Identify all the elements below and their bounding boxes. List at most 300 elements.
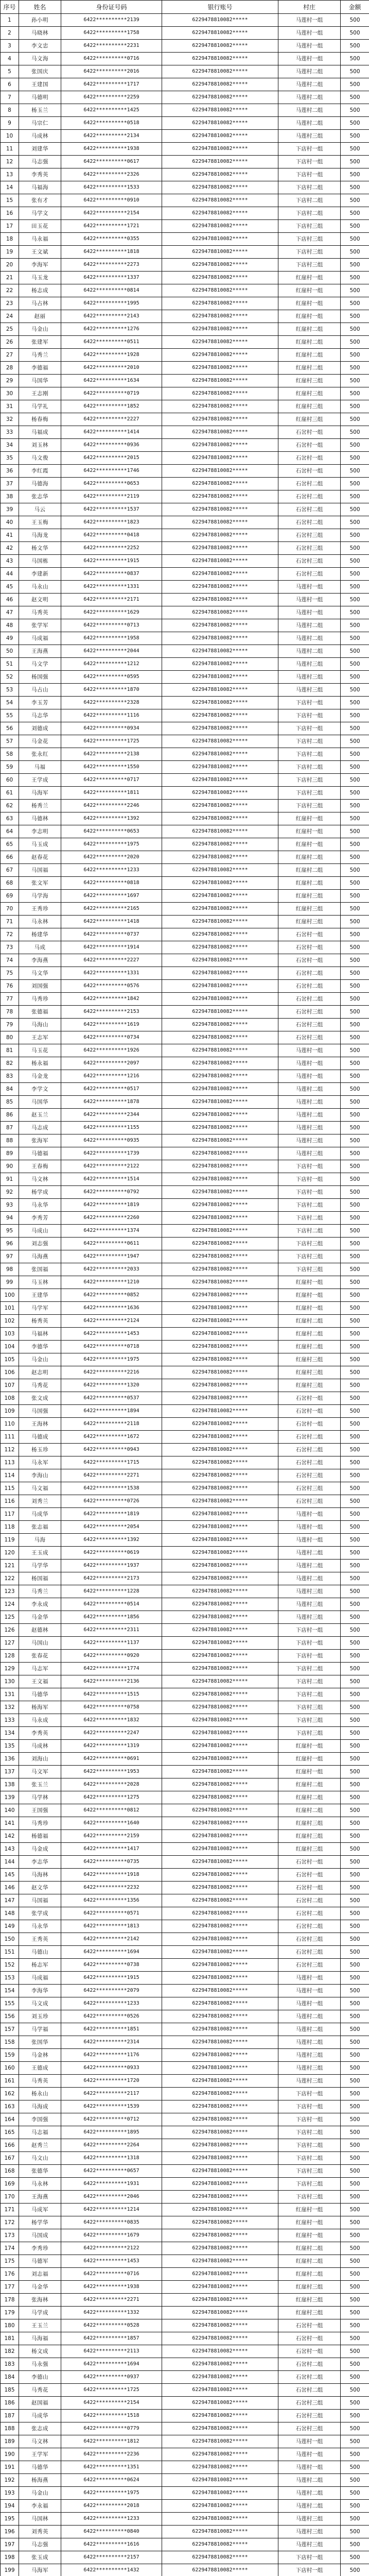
cell-index: 119 bbox=[1, 1534, 19, 1547]
cell-index: 35 bbox=[1, 452, 19, 465]
cell-index: 184 bbox=[1, 2371, 19, 2384]
cell-bank-account: 6229478810082***** bbox=[162, 259, 278, 272]
cell-index: 178 bbox=[1, 2294, 19, 2307]
cell-name: 马文林 bbox=[19, 1173, 61, 1186]
cell-index: 147 bbox=[1, 1894, 19, 1907]
cell-amount: 500 bbox=[341, 1740, 369, 1753]
cell-index: 48 bbox=[1, 619, 19, 632]
cell-index: 193 bbox=[1, 2487, 19, 2500]
cell-bank-account: 6229478810082***** bbox=[162, 2113, 278, 2126]
table-row bbox=[1, 941, 369, 954]
cell-village: 石岔村二组 bbox=[278, 1456, 341, 1469]
cell-name: 王秀珍 bbox=[19, 903, 61, 916]
cell-id-number: 6422**********1694 bbox=[61, 1946, 162, 1959]
table-row bbox=[1, 1714, 369, 1727]
cell-bank-account: 6229478810082***** bbox=[162, 284, 278, 297]
cell-bank-account: 6229478810082***** bbox=[162, 1379, 278, 1392]
cell-index: 114 bbox=[1, 1469, 19, 1482]
cell-bank-account: 6229478810082***** bbox=[162, 2538, 278, 2551]
cell-bank-account: 6229478810082***** bbox=[162, 156, 278, 168]
cell-id-number: 6422**********1931 bbox=[61, 2178, 162, 2191]
cell-index: 27 bbox=[1, 349, 19, 362]
cell-amount: 500 bbox=[341, 362, 369, 375]
table-row bbox=[1, 1817, 369, 1830]
cell-bank-account: 6229478810082***** bbox=[162, 1560, 278, 1572]
cell-amount: 500 bbox=[341, 1791, 369, 1804]
table-row bbox=[1, 2538, 369, 2551]
cell-index: 36 bbox=[1, 465, 19, 478]
cell-village: 马莲村二组 bbox=[278, 1083, 341, 1096]
cell-village: 下店村一组 bbox=[278, 1173, 341, 1186]
cell-village: 下店村三组 bbox=[278, 1250, 341, 1263]
cell-village: 红崖村三组 bbox=[278, 1366, 341, 1379]
cell-amount: 500 bbox=[341, 40, 369, 53]
cell-village: 红崖村一组 bbox=[278, 1766, 341, 1778]
cell-name: 马秀花 bbox=[19, 1379, 61, 1392]
table-row bbox=[1, 2191, 369, 2204]
cell-village: 下店村一组 bbox=[278, 1160, 341, 1173]
cell-index: 2 bbox=[1, 27, 19, 40]
cell-id-number: 6422**********1938 bbox=[61, 2281, 162, 2294]
cell-index: 3 bbox=[1, 40, 19, 53]
cell-village: 马莲村一组 bbox=[278, 1534, 341, 1547]
cell-amount: 500 bbox=[341, 194, 369, 207]
cell-village: 石岔村一组 bbox=[278, 1856, 341, 1869]
cell-name: 马文军 bbox=[19, 1766, 61, 1778]
cell-name: 张学成 bbox=[19, 1907, 61, 1920]
cell-village: 下店村一组 bbox=[278, 709, 341, 722]
cell-amount: 500 bbox=[341, 697, 369, 709]
cell-amount: 500 bbox=[341, 1070, 369, 1083]
cell-id-number: 6422**********2232 bbox=[61, 1882, 162, 1894]
cell-index: 111 bbox=[1, 1431, 19, 1444]
cell-village: 下店村一组 bbox=[278, 156, 341, 168]
cell-id-number: 6422**********1818 bbox=[61, 246, 162, 259]
table-row bbox=[1, 1199, 369, 1212]
cell-name: 赵文明 bbox=[19, 594, 61, 606]
cell-village: 石岔村二组 bbox=[278, 1444, 341, 1456]
cell-id-number: 6422**********1758 bbox=[61, 27, 162, 40]
cell-amount: 500 bbox=[341, 1508, 369, 1521]
cell-name: 马玉成 bbox=[19, 838, 61, 851]
cell-amount: 500 bbox=[341, 2281, 369, 2294]
cell-amount: 500 bbox=[341, 220, 369, 233]
cell-name: 张玉兰 bbox=[19, 1778, 61, 1791]
cell-amount: 500 bbox=[341, 1611, 369, 1624]
cell-name: 李海华 bbox=[19, 1985, 61, 1997]
cell-name: 马成林 bbox=[19, 130, 61, 143]
cell-index: 97 bbox=[1, 1250, 19, 1263]
cell-bank-account: 6229478810082***** bbox=[162, 1817, 278, 1830]
table-row bbox=[1, 1495, 369, 1508]
cell-village: 下店村二组 bbox=[278, 748, 341, 761]
cell-id-number: 6422**********0943 bbox=[61, 1444, 162, 1456]
cell-name: 马金花 bbox=[19, 735, 61, 748]
cell-bank-account: 6229478810082***** bbox=[162, 2551, 278, 2564]
cell-index: 54 bbox=[1, 697, 19, 709]
cell-village: 马莲村一组 bbox=[278, 2435, 341, 2448]
table-row bbox=[1, 2036, 369, 2049]
cell-id-number: 6422**********2124 bbox=[61, 1315, 162, 1328]
cell-amount: 500 bbox=[341, 1598, 369, 1611]
table-row bbox=[1, 1031, 369, 1044]
cell-amount: 500 bbox=[341, 490, 369, 503]
cell-bank-account: 6229478810082***** bbox=[162, 465, 278, 478]
table-row bbox=[1, 555, 369, 568]
cell-name: 马志华 bbox=[19, 709, 61, 722]
table-row bbox=[1, 1740, 369, 1753]
table-row bbox=[1, 413, 369, 426]
cell-bank-account: 6229478810082***** bbox=[162, 1199, 278, 1212]
cell-id-number: 6422**********1331 bbox=[61, 581, 162, 594]
cell-id-number: 6422**********0837 bbox=[61, 568, 162, 581]
cell-amount: 500 bbox=[341, 1418, 369, 1431]
cell-name: 李德福 bbox=[19, 362, 61, 375]
cell-village: 红崖村三组 bbox=[278, 413, 341, 426]
cell-index: 179 bbox=[1, 2307, 19, 2319]
cell-name: 马秀英 bbox=[19, 606, 61, 619]
table-row bbox=[1, 2319, 369, 2332]
cell-index: 6 bbox=[1, 78, 19, 91]
table-row bbox=[1, 78, 369, 91]
table-row bbox=[1, 1572, 369, 1585]
cell-village: 红崖村一组 bbox=[278, 1740, 341, 1753]
cell-name: 刘国强 bbox=[19, 980, 61, 993]
cell-index: 155 bbox=[1, 1997, 19, 2010]
cell-id-number: 6422**********2154 bbox=[61, 207, 162, 220]
cell-village: 石岔村三组 bbox=[278, 2422, 341, 2435]
cell-amount: 500 bbox=[341, 1830, 369, 1843]
cell-id-number: 6422**********1915 bbox=[61, 1972, 162, 1985]
table-row bbox=[1, 1843, 369, 1856]
cell-index: 161 bbox=[1, 2075, 19, 2088]
cell-bank-account: 6229478810082***** bbox=[162, 1869, 278, 1882]
cell-index: 128 bbox=[1, 1650, 19, 1663]
cell-id-number: 6422**********1640 bbox=[61, 1817, 162, 1830]
table-row bbox=[1, 478, 369, 490]
cell-index: 189 bbox=[1, 2435, 19, 2448]
cell-name: 马国林 bbox=[19, 2513, 61, 2526]
cell-amount: 500 bbox=[341, 1469, 369, 1482]
cell-bank-account: 6229478810082***** bbox=[162, 1598, 278, 1611]
cell-village: 下店村二组 bbox=[278, 194, 341, 207]
cell-village: 红崖村三组 bbox=[278, 903, 341, 916]
table-row bbox=[1, 104, 369, 117]
table-row bbox=[1, 2513, 369, 2526]
cell-amount: 500 bbox=[341, 2036, 369, 2049]
cell-village: 马莲村三组 bbox=[278, 1611, 341, 1624]
cell-name: 杨玉兰 bbox=[19, 104, 61, 117]
cell-name: 张文军 bbox=[19, 877, 61, 890]
cell-name: 王文福 bbox=[19, 1675, 61, 1688]
cell-name: 杨海燕 bbox=[19, 2474, 61, 2487]
cell-id-number: 6422**********1374 bbox=[61, 1225, 162, 1238]
cell-village: 下店村一组 bbox=[278, 1624, 341, 1637]
table-row bbox=[1, 1830, 369, 1843]
table-row bbox=[1, 1315, 369, 1328]
table-row bbox=[1, 1804, 369, 1817]
cell-index: 11 bbox=[1, 143, 19, 156]
cell-id-number: 6422**********2171 bbox=[61, 594, 162, 606]
cell-amount: 500 bbox=[341, 2010, 369, 2023]
cell-id-number: 6422**********1725 bbox=[61, 2384, 162, 2397]
cell-id-number: 6422**********1870 bbox=[61, 684, 162, 697]
table-row bbox=[1, 2100, 369, 2113]
cell-id-number: 6422**********1715 bbox=[61, 1456, 162, 1469]
cell-id-number: 6422**********0936 bbox=[61, 439, 162, 452]
table-row bbox=[1, 684, 369, 697]
cell-village: 马莲村二组 bbox=[278, 78, 341, 91]
cell-index: 158 bbox=[1, 2036, 19, 2049]
cell-index: 51 bbox=[1, 658, 19, 671]
cell-village: 红崖村一组 bbox=[278, 1289, 341, 1302]
cell-name: 杨玉珍 bbox=[19, 1444, 61, 1456]
cell-index: 185 bbox=[1, 2384, 19, 2397]
cell-name: 赵国福 bbox=[19, 2397, 61, 2410]
cell-village: 红崖村一组 bbox=[278, 1276, 341, 1289]
table-row bbox=[1, 1186, 369, 1199]
cell-index: 47 bbox=[1, 606, 19, 619]
cell-name: 马德明 bbox=[19, 91, 61, 104]
header-id-number: 身份证号码 bbox=[61, 1, 162, 14]
cell-village: 下店村一组 bbox=[278, 2564, 341, 2576]
cell-bank-account: 6229478810082***** bbox=[162, 2100, 278, 2113]
cell-id-number: 6422**********2142 bbox=[61, 1933, 162, 1946]
cell-village: 石岔村三组 bbox=[278, 529, 341, 542]
cell-village: 马莲村三组 bbox=[278, 130, 341, 143]
table-row bbox=[1, 2448, 369, 2461]
cell-village: 红崖村二组 bbox=[278, 2255, 341, 2268]
cell-id-number: 6422**********0718 bbox=[61, 1341, 162, 1353]
cell-amount: 500 bbox=[341, 53, 369, 65]
cell-name: 杨国福 bbox=[19, 1572, 61, 1585]
cell-village: 马莲村三组 bbox=[278, 2075, 341, 2088]
cell-id-number: 6422**********2028 bbox=[61, 1778, 162, 1791]
cell-village: 马莲村二组 bbox=[278, 645, 341, 658]
table-row bbox=[1, 787, 369, 800]
cell-name: 王玉兰 bbox=[19, 2319, 61, 2332]
cell-bank-account: 6229478810082***** bbox=[162, 1637, 278, 1650]
cell-village: 红崖村一组 bbox=[278, 2229, 341, 2242]
table-row bbox=[1, 2088, 369, 2100]
cell-id-number: 6422**********0737 bbox=[61, 928, 162, 941]
cell-id-number: 6422**********2119 bbox=[61, 490, 162, 503]
cell-id-number: 6422**********1319 bbox=[61, 1740, 162, 1753]
cell-index: 44 bbox=[1, 568, 19, 581]
cell-village: 马莲村一组 bbox=[278, 40, 341, 53]
cell-id-number: 6422**********1975 bbox=[61, 838, 162, 851]
cell-bank-account: 6229478810082***** bbox=[162, 2139, 278, 2152]
cell-bank-account: 6229478810082***** bbox=[162, 2281, 278, 2294]
cell-bank-account: 6229478810082***** bbox=[162, 774, 278, 787]
cell-name: 李玉芳 bbox=[19, 697, 61, 709]
cell-amount: 500 bbox=[341, 1096, 369, 1109]
cell-id-number: 6422**********0779 bbox=[61, 2422, 162, 2435]
cell-bank-account: 6229478810082***** bbox=[162, 1778, 278, 1791]
cell-bank-account: 6229478810082***** bbox=[162, 387, 278, 400]
cell-index: 92 bbox=[1, 1186, 19, 1199]
cell-village: 红崖村二组 bbox=[278, 349, 341, 362]
cell-id-number: 6422**********1634 bbox=[61, 375, 162, 387]
cell-index: 148 bbox=[1, 1907, 19, 1920]
table-row bbox=[1, 1637, 369, 1650]
cell-index: 21 bbox=[1, 272, 19, 284]
cell-amount: 500 bbox=[341, 1392, 369, 1405]
cell-bank-account: 6229478810082***** bbox=[162, 27, 278, 40]
cell-village: 石岔村一组 bbox=[278, 426, 341, 439]
table-row bbox=[1, 1341, 369, 1353]
header-index: 序号 bbox=[1, 1, 19, 14]
cell-amount: 500 bbox=[341, 78, 369, 91]
cell-village: 石岔村一组 bbox=[278, 452, 341, 465]
table-row bbox=[1, 2358, 369, 2371]
cell-index: 177 bbox=[1, 2281, 19, 2294]
cell-bank-account: 6229478810082***** bbox=[162, 1353, 278, 1366]
cell-name: 张有才 bbox=[19, 194, 61, 207]
cell-village: 马莲村一组 bbox=[278, 2461, 341, 2474]
cell-bank-account: 6229478810082***** bbox=[162, 1276, 278, 1289]
cell-bank-account: 6229478810082***** bbox=[162, 1534, 278, 1547]
cell-id-number: 6422**********0595 bbox=[61, 671, 162, 684]
cell-name: 马玉龙 bbox=[19, 272, 61, 284]
cell-id-number: 6422**********1926 bbox=[61, 1044, 162, 1057]
table-row bbox=[1, 2126, 369, 2139]
cell-id-number: 6422**********1811 bbox=[61, 787, 162, 800]
cell-name: 马永成 bbox=[19, 1714, 61, 1727]
cell-bank-account: 6229478810082***** bbox=[162, 14, 278, 27]
cell-village: 下店村一组 bbox=[278, 1650, 341, 1663]
cell-index: 197 bbox=[1, 2538, 19, 2551]
table-row bbox=[1, 619, 369, 632]
cell-name: 马金龙 bbox=[19, 1070, 61, 1083]
cell-amount: 500 bbox=[341, 2358, 369, 2371]
cell-village: 马莲村一组 bbox=[278, 594, 341, 606]
table-row bbox=[1, 439, 369, 452]
cell-amount: 500 bbox=[341, 1894, 369, 1907]
cell-name: 马海燕 bbox=[19, 1250, 61, 1263]
cell-name: 马国华 bbox=[19, 375, 61, 387]
cell-bank-account: 6229478810082***** bbox=[162, 349, 278, 362]
cell-bank-account: 6229478810082***** bbox=[162, 1843, 278, 1856]
cell-name: 赵丽 bbox=[19, 310, 61, 323]
table-row bbox=[1, 53, 369, 65]
cell-bank-account: 6229478810082***** bbox=[162, 1212, 278, 1225]
cell-village: 马莲村二组 bbox=[278, 65, 341, 78]
cell-amount: 500 bbox=[341, 568, 369, 581]
cell-name: 马国华 bbox=[19, 1096, 61, 1109]
cell-index: 85 bbox=[1, 1096, 19, 1109]
cell-index: 122 bbox=[1, 1572, 19, 1585]
cell-index: 45 bbox=[1, 581, 19, 594]
table-row bbox=[1, 1212, 369, 1225]
cell-amount: 500 bbox=[341, 2204, 369, 2216]
cell-index: 137 bbox=[1, 1766, 19, 1778]
cell-name: 马海山 bbox=[19, 1019, 61, 1031]
cell-id-number: 6422**********1550 bbox=[61, 761, 162, 774]
cell-name: 李德山 bbox=[19, 2371, 61, 2384]
cell-name: 李红霞 bbox=[19, 465, 61, 478]
cell-bank-account: 6229478810082***** bbox=[162, 1791, 278, 1804]
table-row bbox=[1, 1598, 369, 1611]
cell-bank-account: 6229478810082***** bbox=[162, 903, 278, 916]
cell-id-number: 6422**********1418 bbox=[61, 916, 162, 928]
cell-amount: 500 bbox=[341, 645, 369, 658]
table-row bbox=[1, 2113, 369, 2126]
cell-index: 71 bbox=[1, 916, 19, 928]
table-row bbox=[1, 143, 369, 156]
cell-amount: 500 bbox=[341, 671, 369, 684]
cell-amount: 500 bbox=[341, 1006, 369, 1019]
cell-bank-account: 6229478810082***** bbox=[162, 1019, 278, 1031]
cell-amount: 500 bbox=[341, 941, 369, 954]
cell-bank-account: 6229478810082***** bbox=[162, 2358, 278, 2371]
cell-id-number: 6422**********0937 bbox=[61, 2371, 162, 2384]
cell-index: 58 bbox=[1, 748, 19, 761]
cell-index: 15 bbox=[1, 194, 19, 207]
cell-index: 118 bbox=[1, 1521, 19, 1534]
cell-id-number: 6422**********1774 bbox=[61, 1663, 162, 1675]
cell-amount: 500 bbox=[341, 542, 369, 555]
cell-village: 石岔村二组 bbox=[278, 503, 341, 516]
cell-name: 杨国强 bbox=[19, 671, 61, 684]
table-row bbox=[1, 130, 369, 143]
table-row bbox=[1, 181, 369, 194]
cell-id-number: 6422**********1918 bbox=[61, 1869, 162, 1882]
cell-id-number: 6422**********2044 bbox=[61, 645, 162, 658]
cell-bank-account: 6229478810082***** bbox=[162, 490, 278, 503]
cell-index: 154 bbox=[1, 1985, 19, 1997]
cell-village: 红崖村二组 bbox=[278, 1341, 341, 1353]
cell-village: 红崖村二组 bbox=[278, 851, 341, 864]
cell-bank-account: 6229478810082***** bbox=[162, 1431, 278, 1444]
cell-id-number: 6422**********1331 bbox=[61, 967, 162, 980]
cell-amount: 500 bbox=[341, 1199, 369, 1212]
cell-village: 下店村二组 bbox=[278, 207, 341, 220]
cell-amount: 500 bbox=[341, 1882, 369, 1894]
cell-id-number: 6422**********1332 bbox=[61, 2307, 162, 2319]
table-row bbox=[1, 1701, 369, 1714]
table-row bbox=[1, 980, 369, 993]
cell-index: 69 bbox=[1, 890, 19, 903]
cell-village: 下店村二组 bbox=[278, 181, 341, 194]
cell-amount: 500 bbox=[341, 1985, 369, 1997]
cell-name: 马晓林 bbox=[19, 27, 61, 40]
cell-amount: 500 bbox=[341, 426, 369, 439]
cell-amount: 500 bbox=[341, 1675, 369, 1688]
cell-index: 183 bbox=[1, 2358, 19, 2371]
cell-index: 194 bbox=[1, 2500, 19, 2513]
cell-id-number: 6422**********1914 bbox=[61, 941, 162, 954]
cell-id-number: 6422**********2165 bbox=[61, 903, 162, 916]
cell-bank-account: 6229478810082***** bbox=[162, 2178, 278, 2191]
cell-village: 马莲村一组 bbox=[278, 581, 341, 594]
cell-village: 红崖村三组 bbox=[278, 387, 341, 400]
cell-bank-account: 6229478810082***** bbox=[162, 1856, 278, 1869]
cell-index: 104 bbox=[1, 1341, 19, 1353]
cell-index: 198 bbox=[1, 2551, 19, 2564]
cell-id-number: 6422**********0712 bbox=[61, 2113, 162, 2126]
table-row bbox=[1, 1044, 369, 1057]
table-row bbox=[1, 1405, 369, 1418]
table-row bbox=[1, 375, 369, 387]
cell-bank-account: 6229478810082***** bbox=[162, 1044, 278, 1057]
cell-amount: 500 bbox=[341, 1495, 369, 1508]
cell-index: 39 bbox=[1, 503, 19, 516]
cell-name: 马德成 bbox=[19, 1431, 61, 1444]
cell-amount: 500 bbox=[341, 1804, 369, 1817]
cell-id-number: 6422**********1958 bbox=[61, 632, 162, 645]
cell-name: 张海林 bbox=[19, 2294, 61, 2307]
